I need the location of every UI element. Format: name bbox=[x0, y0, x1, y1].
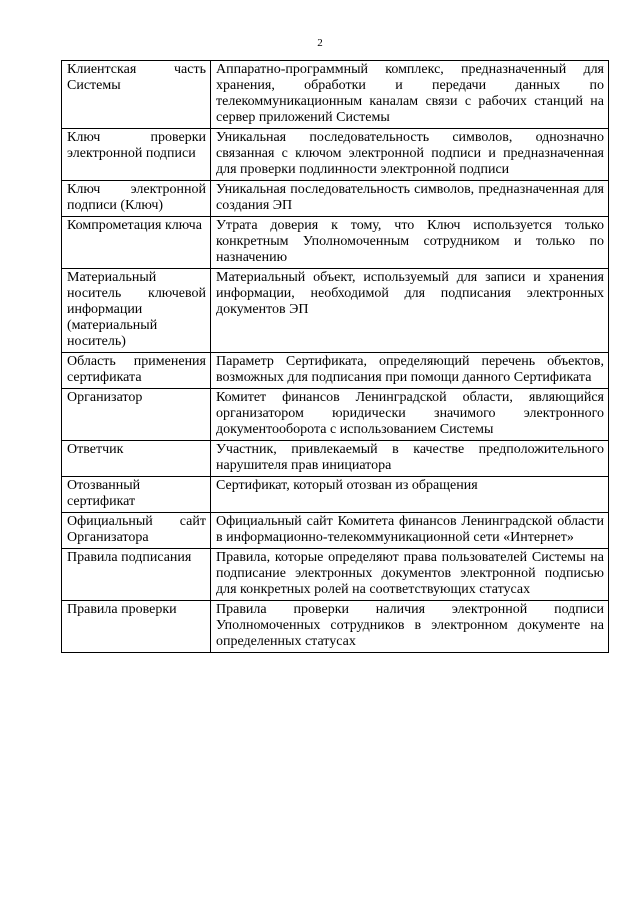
table-row bbox=[62, 181, 609, 217]
table-row bbox=[62, 353, 609, 389]
term-cell: Область применения сертификата bbox=[62, 353, 211, 389]
term-cell: Ответчик bbox=[62, 441, 211, 477]
term-cell: Правила подписания bbox=[62, 549, 211, 601]
table-row bbox=[62, 269, 609, 353]
table-row bbox=[62, 129, 609, 181]
definition-cell: Уникальная последовательность символов, однозначно связанная с ключом электронной подписи и предназначенная для проверки подлинности электронной подписи bbox=[211, 129, 609, 181]
term-cell: Ключ проверки электронной подписи bbox=[62, 129, 211, 181]
term-cell: Компрометация ключа bbox=[62, 217, 211, 269]
definition-cell: Комитет финансов Ленинградской области, являющийся организатором юридически значимого электронного документооборота с использованием Системы bbox=[211, 389, 609, 441]
term-cell: Клиентская часть Системы bbox=[62, 61, 211, 129]
definition-cell: Материальный объект, используемый для записи и хранения информации, необходимой для подписания электронных документов ЭП bbox=[211, 269, 609, 353]
table-row bbox=[62, 441, 609, 477]
term-cell: Отозванный сертификат bbox=[62, 477, 211, 513]
definition-cell: Аппаратно-программный комплекс, предназначенный для хранения, обработки и передачи данных по телекоммуникационным каналам связи с рабочих станций на сервер приложений Системы bbox=[211, 61, 609, 129]
table-row bbox=[62, 601, 609, 653]
definition-cell: Уникальная последовательность символов, предназначенная для создания ЭП bbox=[211, 181, 609, 217]
table-row bbox=[62, 549, 609, 601]
definition-cell: Участник, привлекаемый в качестве предположительного нарушителя прав инициатора bbox=[211, 441, 609, 477]
term-cell: Ключ электронной подписи (Ключ) bbox=[62, 181, 211, 217]
page-number: 2 bbox=[317, 37, 323, 49]
table-row bbox=[62, 477, 609, 513]
definition-cell: Утрата доверия к тому, что Ключ используется только конкретным Уполномоченным сотрудником и только по назначению bbox=[211, 217, 609, 269]
table-row bbox=[62, 513, 609, 549]
table-row bbox=[62, 389, 609, 441]
definition-cell: Сертификат, который отозван из обращения bbox=[211, 477, 609, 513]
table-row bbox=[62, 217, 609, 269]
definition-cell: Правила проверки наличия электронной подписи Уполномоченных сотрудников в электронном документе на определенных статусах bbox=[211, 601, 609, 653]
term-cell: Правила проверки bbox=[62, 601, 211, 653]
definition-cell: Параметр Сертификата, определяющий перечень объектов, возможных для подписания при помощи данного Сертификата bbox=[211, 353, 609, 389]
term-cell: Материальный носитель ключевой информации (материальный носитель) bbox=[62, 269, 211, 353]
term-cell: Официальный сайт Организатора bbox=[62, 513, 211, 549]
term-cell: Организатор bbox=[62, 389, 211, 441]
definition-cell: Официальный сайт Комитета финансов Ленинградской области в информационно-телекоммуникационной сети «Интернет» bbox=[211, 513, 609, 549]
definition-cell: Правила, которые определяют права пользователей Системы на подписание электронных документов электронной подписью для конкретных ролей на соответствующих статусах bbox=[211, 549, 609, 601]
table-row bbox=[62, 61, 609, 129]
terms-table bbox=[61, 60, 609, 653]
